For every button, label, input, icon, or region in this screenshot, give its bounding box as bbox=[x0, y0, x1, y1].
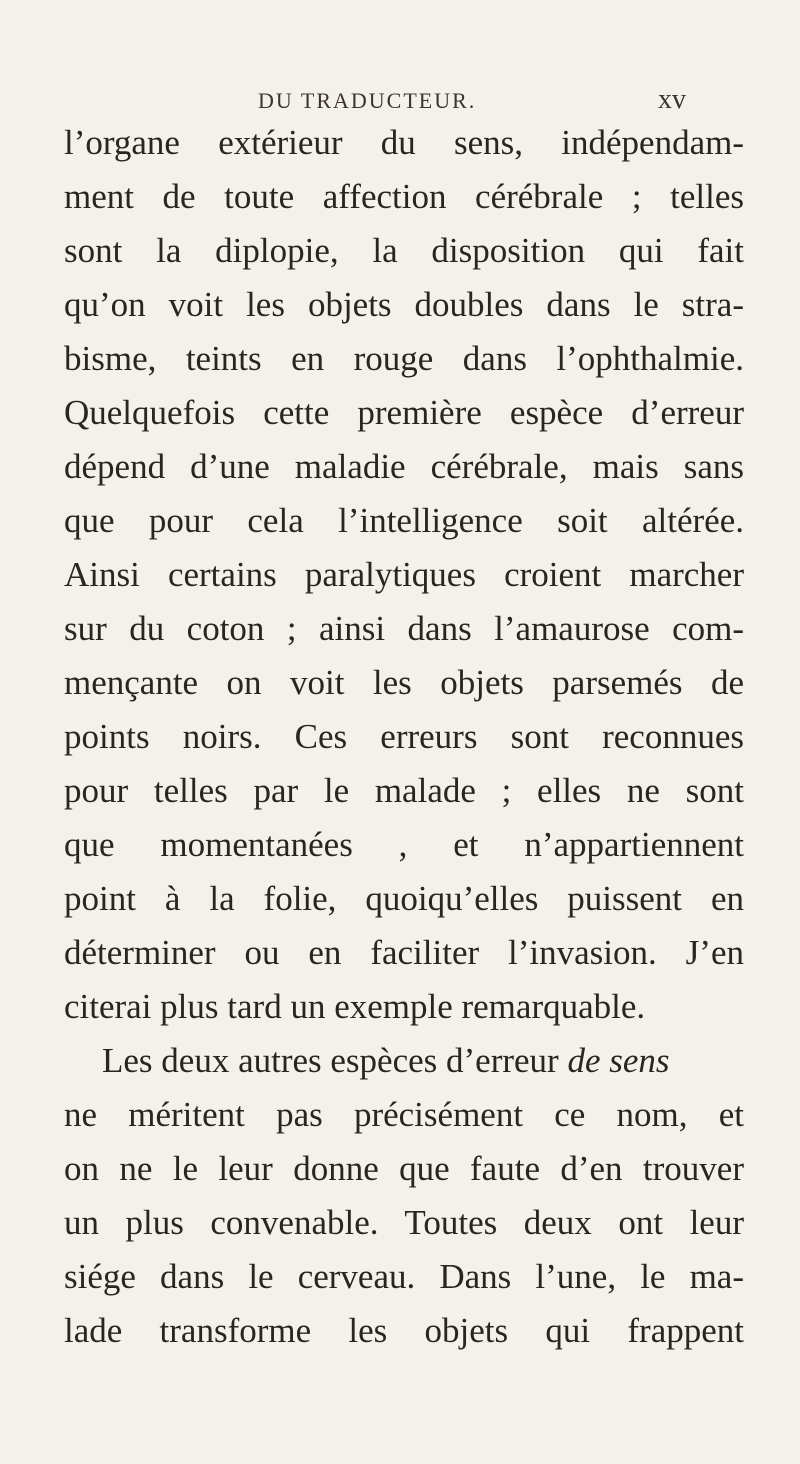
text-line: bisme, teints en rouge dans l’ophthalmie. bbox=[64, 339, 744, 378]
text-line: points noirs. Ces erreurs sont reconnues bbox=[64, 717, 744, 756]
text-line: déterminer ou en faciliter l’invasion. J’en bbox=[64, 933, 744, 972]
text-line: que pour cela l’intelligence soit altérée. bbox=[64, 501, 744, 540]
text-line: Quelquefois cette première espèce d’erreur bbox=[64, 393, 744, 432]
text-line: Ainsi certains paralytiques croient marcher bbox=[64, 555, 744, 594]
text-line: on ne le leur donne que faute d’en trouver bbox=[64, 1149, 744, 1188]
page-number: xv bbox=[658, 84, 686, 115]
text-line: point à la folie, quoiqu’elles puissent en bbox=[64, 879, 744, 918]
text-line: que momentanées , et n’appartiennent bbox=[64, 825, 744, 864]
text-line: qu’on voit les objets doubles dans le stra- bbox=[64, 285, 744, 324]
text-line: l’organe extérieur du sens, indépendam- bbox=[64, 123, 744, 162]
text-line: dépend d’une maladie cérébrale, mais sans bbox=[64, 447, 744, 486]
text-line: lade transforme les objets qui frappent bbox=[64, 1311, 744, 1350]
text-line: ment de toute affection cérébrale ; telles bbox=[64, 177, 744, 216]
italic-term: de sens bbox=[567, 1041, 670, 1080]
text-line: siége dans le cerveau. Dans l’une, le ma- bbox=[64, 1257, 744, 1296]
text-line: sont la diplopie, la disposition qui fait bbox=[64, 231, 744, 270]
text-fragment: Les deux autres espèces d’erreur bbox=[102, 1041, 559, 1080]
text-line: mençante on voit les objets parsemés de bbox=[64, 663, 744, 702]
text-line: pour telles par le malade ; elles ne sont bbox=[64, 771, 744, 810]
paragraph-start-line bbox=[64, 1034, 744, 1088]
text-line: un plus convenable. Toutes deux ont leur bbox=[64, 1203, 744, 1242]
text-line: sur du coton ; ainsi dans l’amaurose com- bbox=[64, 609, 744, 648]
text-line: citerai plus tard un exemple remarquable. bbox=[64, 987, 646, 1026]
running-head: DU TRADUCTEUR. bbox=[258, 88, 477, 113]
body-text bbox=[64, 116, 744, 1358]
text-line: ne méritent pas précisément ce nom, et bbox=[64, 1095, 744, 1134]
